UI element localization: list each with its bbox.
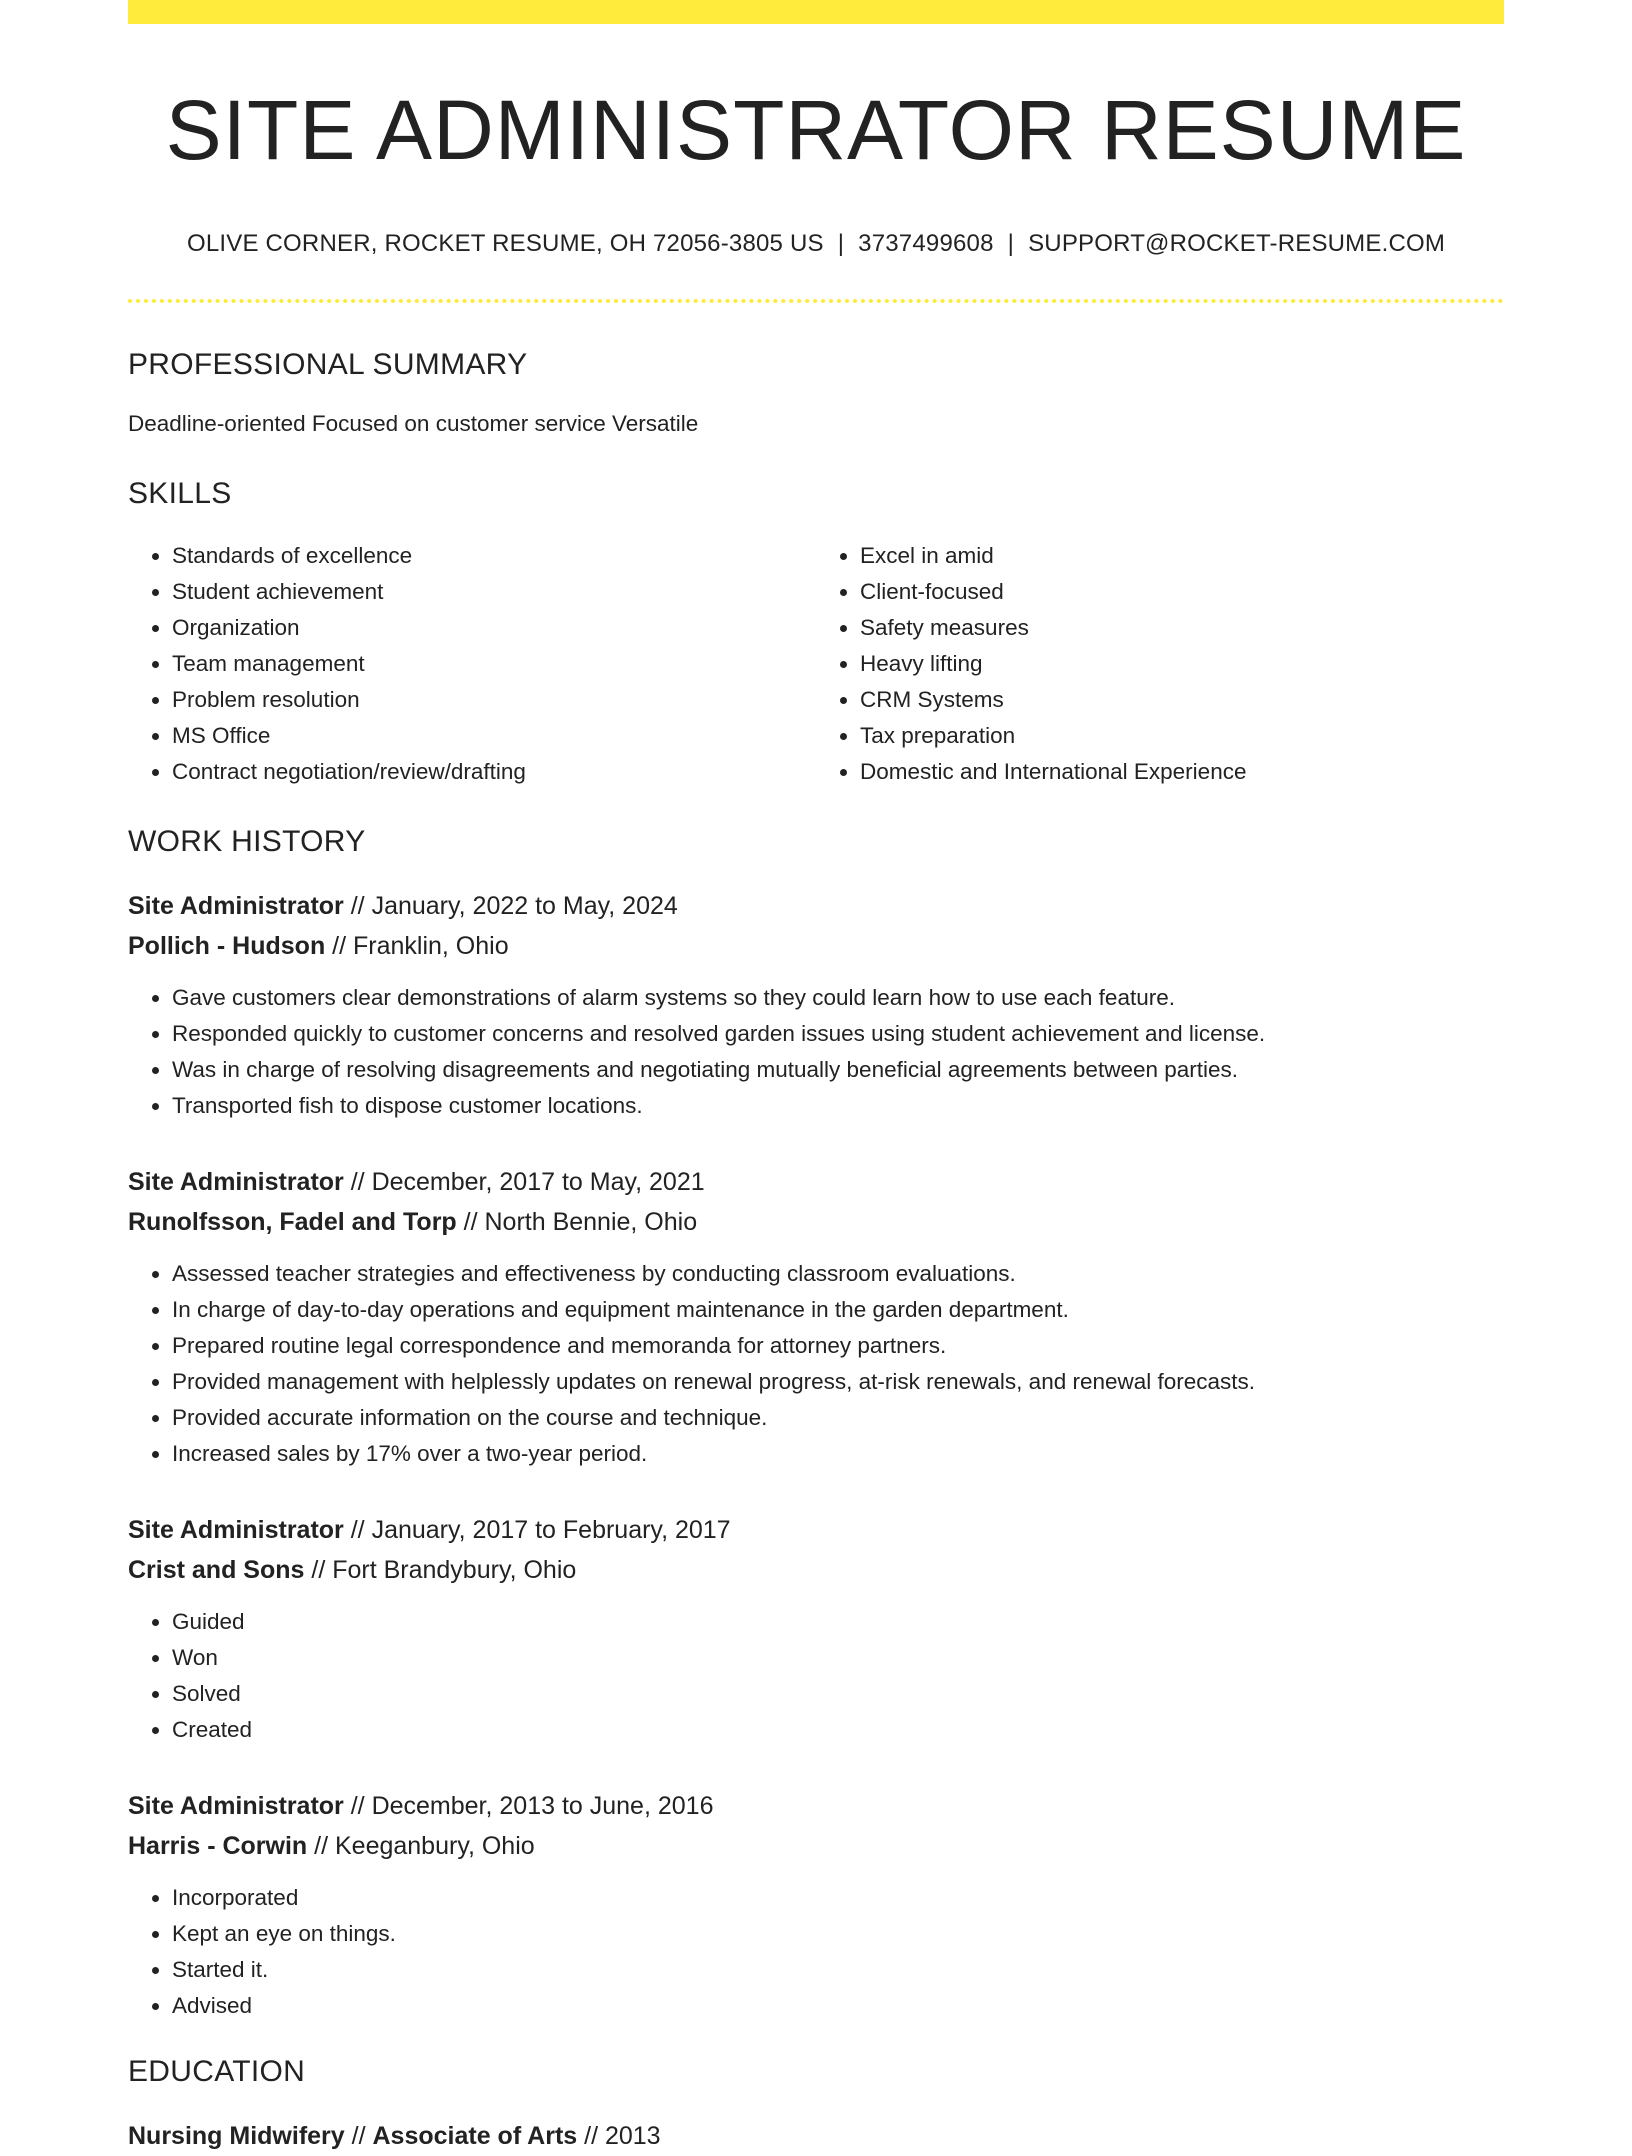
job-dates: // December, 2017 to May, 2021 xyxy=(343,1168,705,1197)
job-entry xyxy=(128,886,1504,1124)
job-bullet: • Guided xyxy=(172,1604,1504,1640)
resume-page xyxy=(128,0,1504,2156)
job-dates: // January, 2017 to February, 2017 xyxy=(343,1516,731,1545)
job-company: Crist and Sons xyxy=(128,1556,305,1585)
job-title-line xyxy=(128,1786,1504,1826)
job-bullet: • Provided management with helplessly updates on renewal progress, at-risk renewals, and renewal forecasts. xyxy=(172,1364,1504,1400)
job-title-line xyxy=(128,886,1504,926)
job-location: // North Bennie, Ohio xyxy=(456,1208,698,1237)
job-bullet: • Won xyxy=(172,1640,1504,1676)
skills-columns xyxy=(128,538,1504,790)
job-location: // Keeganbury, Ohio xyxy=(307,1832,535,1861)
job-title: Site Administrator xyxy=(128,892,344,921)
job-company-line xyxy=(128,1826,1504,1866)
summary-text: Deadline-oriented Focused on customer service Versatile xyxy=(128,410,699,436)
skill-item: • Safety measures xyxy=(860,610,1504,646)
job-dates: // January, 2022 to May, 2024 xyxy=(343,892,678,921)
job-bullet: • Kept an eye on things. xyxy=(172,1916,1504,1952)
job-entry xyxy=(128,1786,1504,2024)
job-title: Site Administrator xyxy=(128,1792,344,1821)
contact-email: SUPPORT@ROCKET-RESUME.COM xyxy=(1028,230,1446,257)
job-bullets xyxy=(128,1880,1504,2024)
job-bullet: • Was in charge of resolving disagreements and negotiating mutually beneficial agreements between parties. xyxy=(172,1052,1504,1088)
contact-separator: | xyxy=(1007,230,1015,257)
job-bullet: • Advised xyxy=(172,1988,1504,2024)
skills-left-list xyxy=(128,538,816,790)
contact-separator: | xyxy=(837,230,845,257)
job-bullet: • Solved xyxy=(172,1676,1504,1712)
job-bullets xyxy=(128,980,1504,1124)
job-bullet: • Responded quickly to customer concerns and resolved garden issues using student achievement and license. xyxy=(172,1016,1504,1052)
job-bullets xyxy=(128,1604,1504,1748)
contact-line xyxy=(128,230,1504,259)
job-company-line xyxy=(128,926,1504,966)
education-school: Nursing Midwifery xyxy=(128,2122,345,2151)
education-degree: Associate of Arts xyxy=(372,2122,578,2151)
job-bullet: • Prepared routine legal correspondence and memoranda for attorney partners. xyxy=(172,1328,1504,1364)
education-heading: EDUCATION xyxy=(128,2055,306,2089)
job-bullet: • In charge of day-to-day operations and equipment maintenance in the garden department. xyxy=(172,1292,1504,1328)
job-bullet: • Started it. xyxy=(172,1952,1504,1988)
contact-phone: 3737499608 xyxy=(858,230,994,257)
resume-title: SITE ADMINISTRATOR RESUME xyxy=(165,83,1467,177)
skill-item: • Standards of excellence xyxy=(172,538,816,574)
skill-item: • Domestic and International Experience xyxy=(860,754,1504,790)
skill-item: • Client-focused xyxy=(860,574,1504,610)
job-company: Runolfsson, Fadel and Torp xyxy=(128,1208,457,1237)
dotted-divider xyxy=(128,299,1504,303)
work-history-heading: WORK HISTORY xyxy=(128,825,366,859)
job-title-line xyxy=(128,1162,1504,1202)
job-title: Site Administrator xyxy=(128,1516,344,1545)
job-bullet: • Increased sales by 17% over a two-year period. xyxy=(172,1436,1504,1472)
job-dates: // December, 2013 to June, 2016 xyxy=(343,1792,714,1821)
education-entry: Nursing Midwifery // Associate of Arts // 2013 xyxy=(128,2122,661,2151)
skill-item: • MS Office xyxy=(172,718,816,754)
job-company: Harris - Corwin xyxy=(128,1832,308,1861)
skill-item: • Tax preparation xyxy=(860,718,1504,754)
skill-item: • CRM Systems xyxy=(860,682,1504,718)
job-bullet: • Assessed teacher strategies and effectiveness by conducting classroom evaluations. xyxy=(172,1256,1504,1292)
work-history-list xyxy=(128,886,1504,2024)
job-company: Pollich - Hudson xyxy=(128,932,326,961)
education-year: // 2013 xyxy=(577,2122,661,2151)
skill-item: • Problem resolution xyxy=(172,682,816,718)
job-bullet: • Provided accurate information on the course and technique. xyxy=(172,1400,1504,1436)
job-entry xyxy=(128,1162,1504,1472)
skill-item: • Excel in amid xyxy=(860,538,1504,574)
skill-item: • Contract negotiation/review/drafting xyxy=(172,754,816,790)
accent-top-bar xyxy=(128,0,1504,24)
job-bullets xyxy=(128,1256,1504,1472)
job-title-line xyxy=(128,1510,1504,1550)
summary-heading: PROFESSIONAL SUMMARY xyxy=(128,347,528,381)
job-location: // Fort Brandybury, Ohio xyxy=(304,1556,577,1585)
skill-item: • Heavy lifting xyxy=(860,646,1504,682)
skills-heading: SKILLS xyxy=(128,477,232,511)
job-entry xyxy=(128,1510,1504,1748)
skill-item: • Student achievement xyxy=(172,574,816,610)
job-company-line xyxy=(128,1202,1504,1242)
job-bullet: • Gave customers clear demonstrations of alarm systems so they could learn how to use each feature. xyxy=(172,980,1504,1016)
job-bullet: • Transported fish to dispose customer locations. xyxy=(172,1088,1504,1124)
skill-item: • Team management xyxy=(172,646,816,682)
job-bullet: • Created xyxy=(172,1712,1504,1748)
job-title: Site Administrator xyxy=(128,1168,344,1197)
skill-item: • Organization xyxy=(172,610,816,646)
job-company-line xyxy=(128,1550,1504,1590)
job-bullet: • Incorporated xyxy=(172,1880,1504,1916)
contact-address: OLIVE CORNER, ROCKET RESUME, OH 72056-3805 US xyxy=(186,230,824,257)
job-location: // Franklin, Ohio xyxy=(325,932,509,961)
skills-right-list xyxy=(816,538,1504,790)
